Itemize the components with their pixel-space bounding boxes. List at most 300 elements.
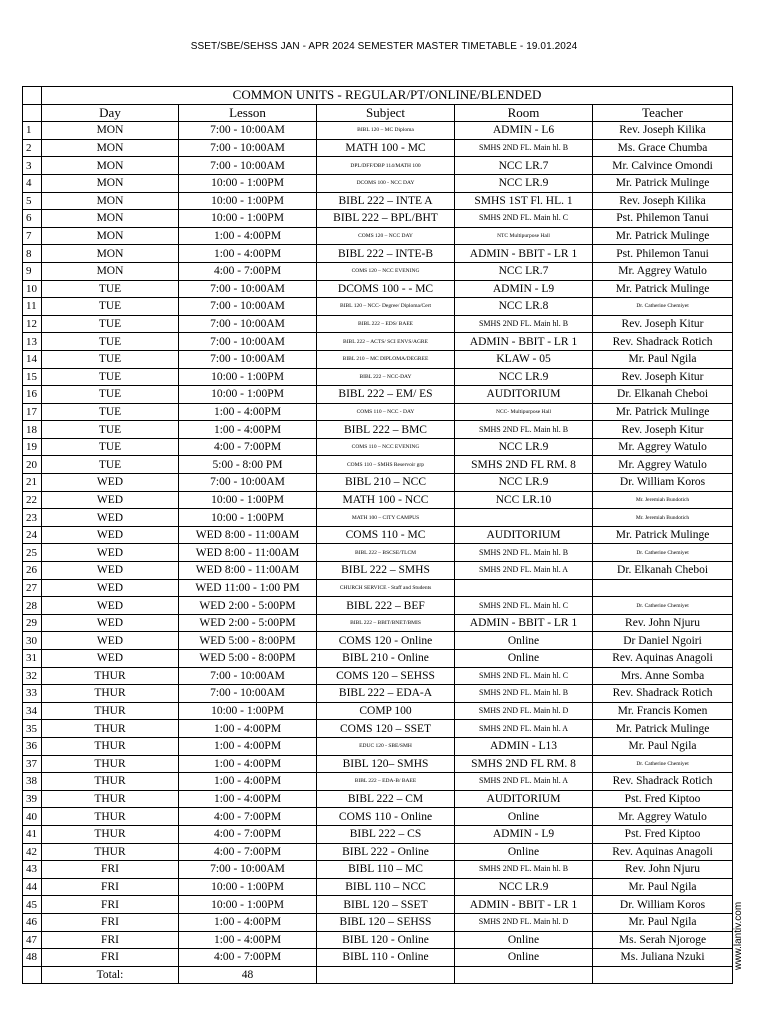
room-cell: Online (455, 931, 593, 949)
room-cell: SMHS 2ND FL RM. 8 (455, 755, 593, 773)
row-number: 21 (23, 474, 42, 492)
day-cell: TUE (42, 333, 179, 351)
table-row (23, 702, 733, 720)
total-empty-teacher (593, 966, 733, 984)
header-room: Room (455, 104, 593, 122)
lesson-cell: 10:00 - 1:00PM (179, 386, 317, 404)
row-number: 25 (23, 544, 42, 562)
day-cell: THUR (42, 737, 179, 755)
subject-cell: BIBL 222 – NCC-DAY (317, 368, 455, 386)
row-number: 3 (23, 157, 42, 175)
timetable (22, 86, 733, 984)
room-cell: NCC LR.9 (455, 174, 593, 192)
teacher-cell: Ms. Serah Njoroge (593, 931, 733, 949)
table-row (23, 755, 733, 773)
table-row (23, 509, 733, 527)
lesson-cell: 4:00 - 7:00PM (179, 262, 317, 280)
watermark-text: www.lantiv.com (733, 901, 744, 970)
teacher-cell: Dr Daniel Ngoiri (593, 632, 733, 650)
lesson-cell: 1:00 - 4:00PM (179, 931, 317, 949)
lesson-cell: WED 5:00 - 8:00PM (179, 632, 317, 650)
day-cell: MON (42, 210, 179, 228)
room-cell: NCC LR.7 (455, 262, 593, 280)
subject-cell: BIBL 222 – INTE A (317, 192, 455, 210)
subject-cell: BIBL 222 – SMHS (317, 562, 455, 580)
day-cell: MON (42, 227, 179, 245)
room-cell: ADMIN - L13 (455, 737, 593, 755)
room-cell: Online (455, 632, 593, 650)
row-number: 42 (23, 843, 42, 861)
day-cell: WED (42, 579, 179, 597)
total-value: 48 (179, 966, 317, 984)
day-cell: TUE (42, 368, 179, 386)
room-cell: SMHS 2ND FL. Main hl. A (455, 773, 593, 791)
lesson-cell: WED 11:00 - 1:00 PM (179, 579, 317, 597)
day-cell: THUR (42, 773, 179, 791)
room-cell: SMHS 1ST Fl. HL. 1 (455, 192, 593, 210)
teacher-cell: Mr. Patrick Mulinge (593, 280, 733, 298)
day-cell: TUE (42, 403, 179, 421)
day-cell: TUE (42, 456, 179, 474)
lesson-cell: 10:00 - 1:00PM (179, 174, 317, 192)
subject-cell: DCOMS 100 - NCC DAY (317, 174, 455, 192)
teacher-cell: Rev. John Njuru (593, 861, 733, 879)
table-row (23, 720, 733, 738)
lesson-cell: 5:00 - 8:00 PM (179, 456, 317, 474)
room-cell: SMHS 2ND FL. Main hl. B (455, 861, 593, 879)
lesson-cell: 1:00 - 4:00PM (179, 913, 317, 931)
lesson-cell: 1:00 - 4:00PM (179, 737, 317, 755)
subject-cell: BIBL 110 – MC (317, 861, 455, 879)
subject-cell: BIBL 222 – INTE-B (317, 245, 455, 263)
subject-cell: BIBL 222 – EDA-B/ BAEE (317, 773, 455, 791)
lesson-cell: WED 8:00 - 11:00AM (179, 544, 317, 562)
table-row (23, 825, 733, 843)
row-number: 8 (23, 245, 42, 263)
header-number (23, 104, 42, 122)
teacher-cell: Dr. Elkanah Cheboi (593, 562, 733, 580)
room-cell: SMHS 2ND FL RM. 8 (455, 456, 593, 474)
teacher-cell: Mr. Paul Ngila (593, 878, 733, 896)
room-cell: ADMIN - BBIT - LR 1 (455, 245, 593, 263)
teacher-cell: Dr. William Koros (593, 896, 733, 914)
lesson-cell: 10:00 - 1:00PM (179, 491, 317, 509)
room-cell: NCC LR.10 (455, 491, 593, 509)
header-row (23, 104, 733, 122)
subject-cell: CHURCH SERVICE - Staff and Students (317, 579, 455, 597)
subject-cell: COMS 110 – NCC EVENING (317, 438, 455, 456)
table-row (23, 403, 733, 421)
row-number: 34 (23, 702, 42, 720)
row-number: 39 (23, 790, 42, 808)
table-row (23, 262, 733, 280)
table-row (23, 491, 733, 509)
teacher-cell: Mr. Jeremiah Bundotich (593, 509, 733, 527)
day-cell: WED (42, 544, 179, 562)
subject-cell: BIBL 222 – BSCSE/TLCM (317, 544, 455, 562)
header-subject: Subject (317, 104, 455, 122)
row-number: 1 (23, 122, 42, 140)
teacher-cell: Dr. Elkanah Cheboi (593, 386, 733, 404)
subject-cell: MATH 100 - MC (317, 139, 455, 157)
row-number: 44 (23, 878, 42, 896)
room-cell: AUDITORIUM (455, 790, 593, 808)
subject-cell: BIBL 222 – BBIT/BNET/BMIS (317, 614, 455, 632)
teacher-cell: Mr. Patrick Mulinge (593, 227, 733, 245)
lesson-cell: WED 2:00 - 5:00PM (179, 597, 317, 615)
room-cell: SMHS 2ND FL. Main hl. A (455, 562, 593, 580)
teacher-cell: Rev. John Njuru (593, 614, 733, 632)
table-row (23, 650, 733, 668)
row-number: 12 (23, 315, 42, 333)
header-lesson: Lesson (179, 104, 317, 122)
header-day: Day (42, 104, 179, 122)
lesson-cell: 7:00 - 10:00AM (179, 350, 317, 368)
row-number: 7 (23, 227, 42, 245)
teacher-cell: Mr. Aggrey Watulo (593, 438, 733, 456)
lesson-cell: 7:00 - 10:00AM (179, 157, 317, 175)
subject-cell: COMS 120 – SEHSS (317, 667, 455, 685)
table-row (23, 157, 733, 175)
subject-cell: BIBL 222 – EDS/ BAEE (317, 315, 455, 333)
caption-row (23, 87, 733, 105)
row-number: 22 (23, 491, 42, 509)
room-cell: SMHS 2ND FL. Main hl. A (455, 720, 593, 738)
table-row (23, 421, 733, 439)
row-number: 9 (23, 262, 42, 280)
table-row (23, 667, 733, 685)
teacher-cell: Rev. Joseph Kitur (593, 315, 733, 333)
lesson-cell: 10:00 - 1:00PM (179, 368, 317, 386)
teacher-cell: Mr. Aggrey Watulo (593, 262, 733, 280)
teacher-cell: Dr. Catherine Chemiyet (593, 597, 733, 615)
room-cell: KLAW - 05 (455, 350, 593, 368)
teacher-cell: Rev. Shadrack Rotich (593, 685, 733, 703)
room-cell: ADMIN - BBIT - LR 1 (455, 333, 593, 351)
table-row (23, 227, 733, 245)
room-cell: ADMIN - L9 (455, 280, 593, 298)
room-cell: ADMIN - L6 (455, 122, 593, 140)
room-cell: AUDITORIUM (455, 386, 593, 404)
lesson-cell: 7:00 - 10:00AM (179, 333, 317, 351)
day-cell: THUR (42, 667, 179, 685)
teacher-cell: Rev. Joseph Kitur (593, 421, 733, 439)
subject-cell: MATH 100 – CITY CAMPUS (317, 509, 455, 527)
lesson-cell: 7:00 - 10:00AM (179, 280, 317, 298)
table-row (23, 192, 733, 210)
subject-cell: BIBL 222 – ACTS/ SCI ENVS/AGRE (317, 333, 455, 351)
lesson-cell: 7:00 - 10:00AM (179, 298, 317, 316)
teacher-cell: Ms. Grace Chumba (593, 139, 733, 157)
lesson-cell: 10:00 - 1:00PM (179, 192, 317, 210)
table-row (23, 790, 733, 808)
day-cell: FRI (42, 931, 179, 949)
subject-cell: BIBL 120 - Online (317, 931, 455, 949)
table-row (23, 368, 733, 386)
day-cell: WED (42, 614, 179, 632)
table-caption: COMMON UNITS - REGULAR/PT/ONLINE/BLENDED (42, 87, 733, 105)
subject-cell: BIBL 210 - Online (317, 650, 455, 668)
lesson-cell: 4:00 - 7:00PM (179, 843, 317, 861)
teacher-cell: Dr. Catherine Chemiyet (593, 298, 733, 316)
table-row (23, 632, 733, 650)
row-number: 46 (23, 913, 42, 931)
row-number: 6 (23, 210, 42, 228)
day-cell: TUE (42, 386, 179, 404)
row-number: 16 (23, 386, 42, 404)
room-cell: NTC Multipurpose Hall (455, 227, 593, 245)
table-row (23, 245, 733, 263)
teacher-cell: Dr. Catherine Chemiyet (593, 544, 733, 562)
day-cell: TUE (42, 315, 179, 333)
subject-cell: BIBL 110 - Online (317, 949, 455, 967)
room-cell: NCC LR.9 (455, 438, 593, 456)
day-cell: FRI (42, 949, 179, 967)
lesson-cell: 4:00 - 7:00PM (179, 808, 317, 826)
subject-cell: BIBL 120 – SEHSS (317, 913, 455, 931)
row-number: 29 (23, 614, 42, 632)
day-cell: WED (42, 526, 179, 544)
subject-cell: DPL/DFF/DBP 114/MATH 100 (317, 157, 455, 175)
lesson-cell: 7:00 - 10:00AM (179, 667, 317, 685)
subject-cell: BIBL 222 – BEF (317, 597, 455, 615)
table-row (23, 139, 733, 157)
lesson-cell: 4:00 - 7:00PM (179, 949, 317, 967)
total-spacer (23, 966, 42, 984)
day-cell: MON (42, 157, 179, 175)
row-number: 10 (23, 280, 42, 298)
room-cell: Online (455, 650, 593, 668)
subject-cell: BIBL 222 – CM (317, 790, 455, 808)
subject-cell: BIBL 120– SMHS (317, 755, 455, 773)
table-row (23, 474, 733, 492)
table-row (23, 280, 733, 298)
teacher-cell: Rev. Joseph Kilika (593, 192, 733, 210)
teacher-cell: Rev. Shadrack Rotich (593, 333, 733, 351)
day-cell: THUR (42, 790, 179, 808)
subject-cell: BIBL 120 – MC Diploma (317, 122, 455, 140)
row-number: 27 (23, 579, 42, 597)
room-cell: ADMIN - BBIT - LR 1 (455, 614, 593, 632)
teacher-cell: Mrs. Anne Somba (593, 667, 733, 685)
teacher-cell: Rev. Shadrack Rotich (593, 773, 733, 791)
row-number: 13 (23, 333, 42, 351)
room-cell: ADMIN - L9 (455, 825, 593, 843)
row-number: 26 (23, 562, 42, 580)
row-number: 4 (23, 174, 42, 192)
subject-cell: COMS 120 - Online (317, 632, 455, 650)
table-row (23, 685, 733, 703)
lesson-cell: 10:00 - 1:00PM (179, 702, 317, 720)
day-cell: MON (42, 139, 179, 157)
lesson-cell: 1:00 - 4:00PM (179, 755, 317, 773)
lesson-cell: 4:00 - 7:00PM (179, 825, 317, 843)
teacher-cell (593, 579, 733, 597)
table-row (23, 878, 733, 896)
teacher-cell: Mr. Francis Komen (593, 702, 733, 720)
table-row (23, 579, 733, 597)
row-number: 18 (23, 421, 42, 439)
room-cell: SMHS 2ND FL. Main hl. B (455, 685, 593, 703)
row-number: 35 (23, 720, 42, 738)
room-cell: SMHS 2ND FL. Main hl. D (455, 702, 593, 720)
lesson-cell: 10:00 - 1:00PM (179, 878, 317, 896)
teacher-cell: Mr. Patrick Mulinge (593, 174, 733, 192)
row-number: 19 (23, 438, 42, 456)
subject-cell: COMS 120 – NCC EVENING (317, 262, 455, 280)
subject-cell: COMS 110 – NCC - DAY (317, 403, 455, 421)
row-number: 28 (23, 597, 42, 615)
subject-cell: BIBL 210 – NCC (317, 474, 455, 492)
table-row (23, 438, 733, 456)
row-number: 37 (23, 755, 42, 773)
subject-cell: BIBL 120 – SSET (317, 896, 455, 914)
subject-cell: COMS 120 – SSET (317, 720, 455, 738)
subject-cell: BIBL 210 – MC DIPLOMA/DEGREE (317, 350, 455, 368)
subject-cell: BIBL 222 – BPL/BHT (317, 210, 455, 228)
subject-cell: BIBL 222 – EM/ ES (317, 386, 455, 404)
day-cell: THUR (42, 825, 179, 843)
day-cell: WED (42, 562, 179, 580)
subject-cell: EDUC 120 - SBE/SMH (317, 737, 455, 755)
room-cell: ADMIN - BBIT - LR 1 (455, 896, 593, 914)
day-cell: FRI (42, 896, 179, 914)
row-number: 2 (23, 139, 42, 157)
teacher-cell: Rev. Joseph Kitur (593, 368, 733, 386)
total-empty-subject (317, 966, 455, 984)
teacher-cell: Rev. Joseph Kilika (593, 122, 733, 140)
table-row (23, 614, 733, 632)
room-cell: NCC LR.8 (455, 298, 593, 316)
table-row (23, 896, 733, 914)
day-cell: TUE (42, 438, 179, 456)
lesson-cell: 7:00 - 10:00AM (179, 139, 317, 157)
lesson-cell: 1:00 - 4:00PM (179, 790, 317, 808)
room-cell: SMHS 2ND FL. Main hl. D (455, 913, 593, 931)
day-cell: MON (42, 122, 179, 140)
day-cell: WED (42, 474, 179, 492)
table-row (23, 122, 733, 140)
total-empty-room (455, 966, 593, 984)
room-cell: Online (455, 949, 593, 967)
day-cell: MON (42, 245, 179, 263)
row-number: 41 (23, 825, 42, 843)
table-row (23, 544, 733, 562)
day-cell: THUR (42, 720, 179, 738)
total-label: Total: (42, 966, 179, 984)
lesson-cell: 1:00 - 4:00PM (179, 720, 317, 738)
teacher-cell: Mr. Aggrey Watulo (593, 456, 733, 474)
table-row (23, 210, 733, 228)
room-cell: NCC LR.9 (455, 474, 593, 492)
subject-cell: BIBL 222 – CS (317, 825, 455, 843)
lesson-cell: WED 2:00 - 5:00PM (179, 614, 317, 632)
row-number: 32 (23, 667, 42, 685)
day-cell: MON (42, 192, 179, 210)
table-row (23, 456, 733, 474)
room-cell: Online (455, 843, 593, 861)
teacher-cell: Dr. William Koros (593, 474, 733, 492)
day-cell: TUE (42, 298, 179, 316)
table-row (23, 931, 733, 949)
teacher-cell: Pst. Fred Kiptoo (593, 790, 733, 808)
lesson-cell: 1:00 - 4:00PM (179, 227, 317, 245)
room-cell (455, 509, 593, 527)
room-cell: SMHS 2ND FL. Main hl. B (455, 139, 593, 157)
header-teacher: Teacher (593, 104, 733, 122)
teacher-cell: Pst. Fred Kiptoo (593, 825, 733, 843)
row-number: 14 (23, 350, 42, 368)
lesson-cell: 1:00 - 4:00PM (179, 421, 317, 439)
row-number: 48 (23, 949, 42, 967)
row-number: 30 (23, 632, 42, 650)
day-cell: MON (42, 262, 179, 280)
lesson-cell: 7:00 - 10:00AM (179, 685, 317, 703)
room-cell: NCC LR.9 (455, 878, 593, 896)
table-row (23, 315, 733, 333)
lesson-cell: WED 5:00 - 8:00PM (179, 650, 317, 668)
row-number: 43 (23, 861, 42, 879)
day-cell: THUR (42, 755, 179, 773)
row-number: 36 (23, 737, 42, 755)
lesson-cell: 7:00 - 10:00AM (179, 315, 317, 333)
lesson-cell: 1:00 - 4:00PM (179, 403, 317, 421)
teacher-cell: Dr. Catherine Chemiyet (593, 755, 733, 773)
subject-cell: DCOMS 100 - - MC (317, 280, 455, 298)
teacher-cell: Mr. Calvince Omondi (593, 157, 733, 175)
subject-cell: COMS 110 - MC (317, 526, 455, 544)
table-row (23, 298, 733, 316)
teacher-cell: Mr. Aggrey Watulo (593, 808, 733, 826)
teacher-cell: Pst. Philemon Tanui (593, 210, 733, 228)
day-cell: TUE (42, 350, 179, 368)
document-title: SSET/SBE/SEHSS JAN - APR 2024 SEMESTER MASTER TIMETABLE - 19.01.2024 (190, 41, 578, 52)
room-cell: SMHS 2ND FL. Main hl. B (455, 315, 593, 333)
lesson-cell: WED 8:00 - 11:00AM (179, 526, 317, 544)
teacher-cell: Mr. Paul Ngila (593, 350, 733, 368)
lesson-cell: 7:00 - 10:00AM (179, 861, 317, 879)
table-row (23, 562, 733, 580)
day-cell: FRI (42, 878, 179, 896)
subject-cell: BIBL 222 – EDA-A (317, 685, 455, 703)
teacher-cell: Pst. Philemon Tanui (593, 245, 733, 263)
table-row (23, 597, 733, 615)
lesson-cell: 4:00 - 7:00PM (179, 438, 317, 456)
day-cell: THUR (42, 808, 179, 826)
table-row (23, 350, 733, 368)
room-cell: NCC LR.9 (455, 368, 593, 386)
subject-cell: MATH 100 - NCC (317, 491, 455, 509)
teacher-cell: Mr. Jeremiah Bundotich (593, 491, 733, 509)
row-number: 17 (23, 403, 42, 421)
table-row (23, 808, 733, 826)
room-cell: NCC LR.7 (455, 157, 593, 175)
room-cell: NCC- Multipurpose Hall (455, 403, 593, 421)
day-cell: TUE (42, 421, 179, 439)
day-cell: THUR (42, 843, 179, 861)
row-number: 15 (23, 368, 42, 386)
subject-cell: COMS 110 – SMHS Reservoir grp (317, 456, 455, 474)
subject-cell: BIBL 222 – BMC (317, 421, 455, 439)
table-row (23, 861, 733, 879)
table-row (23, 386, 733, 404)
room-cell: SMHS 2ND FL. Main hl. C (455, 667, 593, 685)
lesson-cell: 1:00 - 4:00PM (179, 773, 317, 791)
subject-cell: COMP 100 (317, 702, 455, 720)
room-cell: SMHS 2ND FL. Main hl. B (455, 544, 593, 562)
teacher-cell: Mr. Paul Ngila (593, 913, 733, 931)
subject-cell: BIBL 110 – NCC (317, 878, 455, 896)
